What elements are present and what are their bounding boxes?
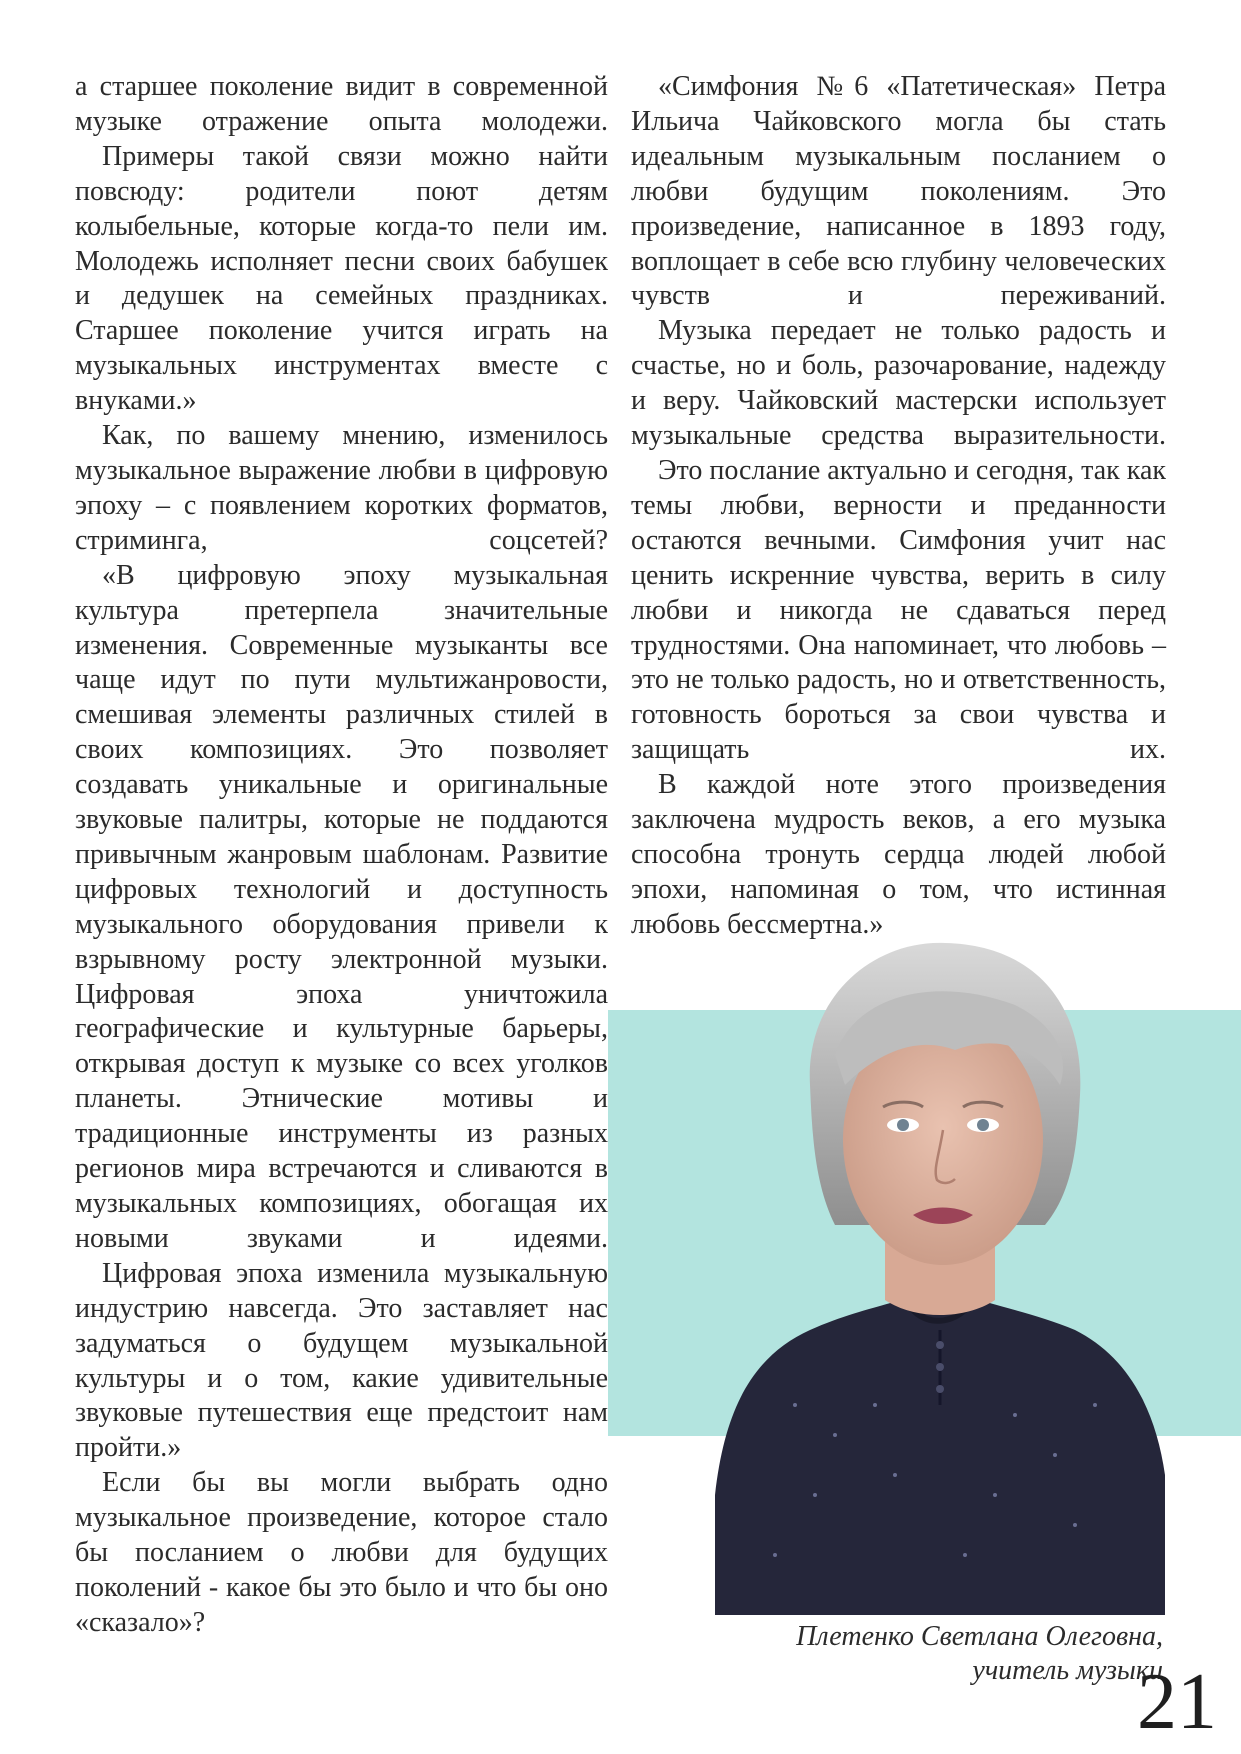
right-text-column [631,70,1166,943]
paragraph: а старшее поколение видит в современной музыке отражение опыта молодежи. [75,71,608,137]
paragraph: Примеры такой связи можно найти повсюду: родители поют детям колыбельные, которые когда-то пели им. Молодежь исполняет песни своих бабушек и дедушек на семейных праздниках. Старшее поколение учится играть на музыкальных инструментах вместе с внуками.» [75,140,608,417]
interview-question: Если бы вы могли выбрать одно музыкальное произведение, которое стало бы посланием о любви для будущих поколений - какое бы это было и что бы оно «сказало»? [75,1467,608,1638]
paragraph: В каждой ноте этого произведения заключена мудрость веков, а его музыка способна тронуть сердца людей любой эпохи, напоминая о том, что истинная любовь бессмертна.» [631,769,1166,940]
caption-name: Плетенко Светлана Олеговна, [796,1621,1163,1652]
page-number: 21 [1137,1658,1217,1746]
paragraph: Цифровая эпоха изменила музыкальную индустрию навсегда. Это заставляет нас задуматься о будущем музыкальной культуры и о том, какие удивительные звуковые путешествия еще предстоит нам пройти.» [75,1257,608,1464]
caption-role: учитель музыки [972,1655,1163,1686]
interview-question: Как, по вашему мнению, изменилось музыкальное выражение любви в цифровую эпоху – с появлением коротких форматов, стриминга, соцсетей? [75,420,608,556]
photo-caption [663,1620,1163,1688]
portrait-photo [715,935,1165,1615]
paragraph: «Симфония №6 «Патетическая» Петра Ильича Чайковского могла бы стать идеальным музыкальным посланием о любви будущим поколениям. Это произведение, написанное в 1893 году, воплощает в себе всю глубину человеческих чувств и переживаний. [631,71,1166,312]
left-text-column [75,70,608,1641]
paragraph: Это послание актуально и сегодня, так как темы любви, верности и преданности остаются вечными. Симфония учит нас ценить искренние чувства, верить в силу любви и никогда не сдаваться перед трудностями. Она напоминает, что любовь – это не только радость, но и ответственность, готовность бороться за свои чувства и защищать их. [631,454,1166,766]
paragraph: «В цифровую эпоху музыкальная культура претерпела значительные изменения. Современные музыканты все чаще идут по пути мультижанровости, смешивая элементы различных стилей в своих композициях. Это позволяет создавать уникальные и оригинальные звуковые палитры, которые не поддаются привычным жанровым шаблонам. Развитие цифровых технологий и доступность музыкального оборудования привели к взрывному росту электронной музыки. Цифровая эпоха уничтожила географические и культурные барьеры, открывая доступ к музыке со всех уголков планеты. Этнические мотивы и традиционные инструменты из разных регионов мира встречаются и сливаются в музыкальных композициях, обогащая их новыми звуками и идеями. [75,559,608,1254]
paragraph: Музыка передает не только радость и счастье, но и боль, разочарование, надежду и веру. Чайковский мастерски использует музыкальные средства выразительности. [631,315,1166,452]
